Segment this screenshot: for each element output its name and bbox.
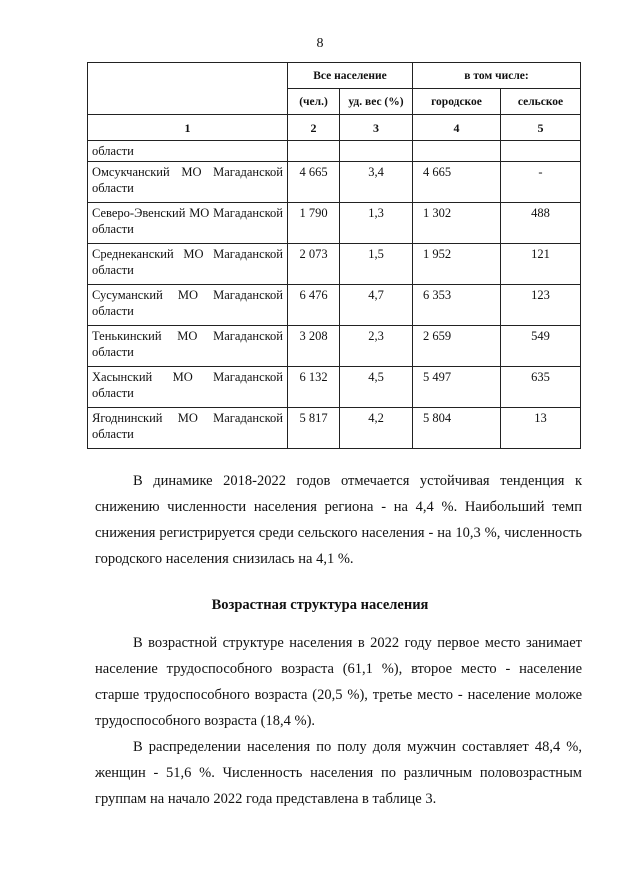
district-name: Тенькинский МО Магаданской области	[88, 326, 288, 367]
district-name: Ягоднинский МО Магаданской области	[88, 408, 288, 449]
rural-cell: 13	[501, 408, 581, 449]
total-cell: 3 208	[288, 326, 340, 367]
header-including: в том числе:	[413, 63, 581, 89]
urban-cell: 5 497	[413, 367, 501, 408]
col-number: 3	[340, 115, 413, 141]
share-cell: 2,3	[340, 326, 413, 367]
table-row	[88, 203, 581, 244]
total-cell: 5 817	[288, 408, 340, 449]
table-row	[88, 326, 581, 367]
rural-cell: -	[501, 162, 581, 203]
population-table	[87, 62, 581, 449]
col-number: 1	[88, 115, 288, 141]
col-number: 4	[413, 115, 501, 141]
col-number: 2	[288, 115, 340, 141]
table-row	[88, 162, 581, 203]
header-share: уд. вес (%)	[340, 89, 413, 115]
share-cell: 4,2	[340, 408, 413, 449]
district-name: Северо-Эвенский МО Магаданской области	[88, 203, 288, 244]
table-row	[88, 408, 581, 449]
district-name: Хасынский МО Магаданской области	[88, 367, 288, 408]
total-cell: 1 790	[288, 203, 340, 244]
rural-cell: 488	[501, 203, 581, 244]
share-cell: 1,5	[340, 244, 413, 285]
district-name: Среднеканский МО Магаданской области	[88, 244, 288, 285]
paragraph-age-structure: В возрастной структуре населения в 2022 году первое место занимает население трудоспособного возраста (61,1 %), второе место - население старше трудоспособного возраста (20,5 %), третье место - население моложе трудоспособного возраста (18,4 %).	[95, 635, 582, 729]
table-row	[88, 244, 581, 285]
urban-cell: 2 659	[413, 326, 501, 367]
header-people: (чел.)	[288, 89, 340, 115]
page-number: 8	[316, 36, 324, 51]
col-number: 5	[501, 115, 581, 141]
urban-cell: 1 302	[413, 203, 501, 244]
header-all-population: Все население	[288, 63, 413, 89]
urban-cell: 5 804	[413, 408, 501, 449]
district-name: Сусуманский МО Магаданской области	[88, 285, 288, 326]
paragraph-population-dynamics: В динамике 2018-2022 годов отмечается устойчивая тенденция к снижению численности населения региона - на 4,4 %. Наибольший темп снижения регистрируется среди сельского населения - на 10,3 %, численность городского населения снизилась на 4,1 %.	[95, 473, 582, 567]
column-number-row	[88, 115, 581, 141]
district-name: Омсукчанский МО Магаданской области	[88, 162, 288, 203]
table-row	[88, 285, 581, 326]
total-cell: 4 665	[288, 162, 340, 203]
table-row	[88, 367, 581, 408]
rural-cell: 635	[501, 367, 581, 408]
share-cell: 3,4	[340, 162, 413, 203]
continuation-cell: области	[88, 141, 288, 162]
section-heading: Возрастная структура населения	[211, 597, 429, 613]
total-cell: 6 132	[288, 367, 340, 408]
rural-cell: 121	[501, 244, 581, 285]
total-cell: 6 476	[288, 285, 340, 326]
share-cell: 4,7	[340, 285, 413, 326]
header-rural: сельское	[501, 89, 581, 115]
share-cell: 4,5	[340, 367, 413, 408]
share-cell: 1,3	[340, 203, 413, 244]
rural-cell: 549	[501, 326, 581, 367]
paragraph-gender-distribution: В распределении населения по полу доля мужчин составляет 48,4 %, женщин - 51,6 %. Численность населения по различным половозрастным группам на начало 2022 года представлена в таблице 3.	[95, 739, 582, 807]
urban-cell: 4 665	[413, 162, 501, 203]
header-urban: городское	[413, 89, 501, 115]
total-cell: 2 073	[288, 244, 340, 285]
urban-cell: 6 353	[413, 285, 501, 326]
rural-cell: 123	[501, 285, 581, 326]
urban-cell: 1 952	[413, 244, 501, 285]
header-empty-cell	[88, 63, 288, 115]
table-row	[88, 141, 581, 162]
